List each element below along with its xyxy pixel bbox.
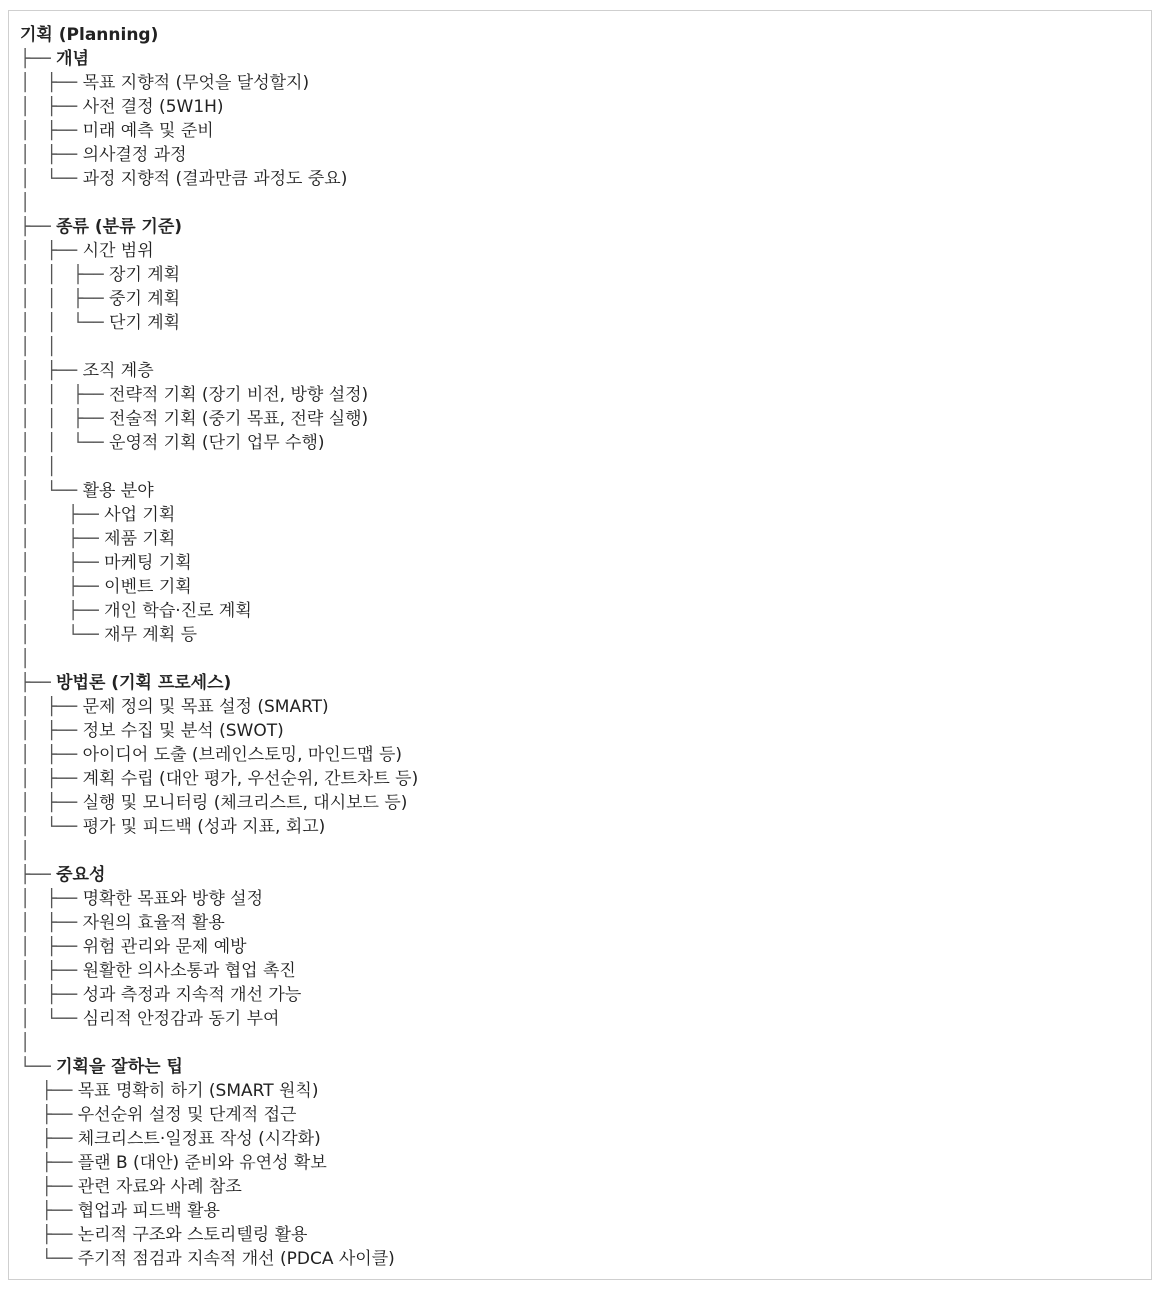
- item-label: 평가 및 피드백 (성과 지표, 회고): [82, 817, 326, 837]
- tree-item: [20, 1199, 418, 1223]
- item-label: 조직 계층: [82, 361, 154, 381]
- tree-item: [20, 599, 418, 623]
- tree-item: [20, 839, 418, 863]
- tree-branch-connector: │ ├──: [20, 961, 83, 981]
- tree-branch-connector: └──: [20, 1249, 78, 1269]
- item-label: 문제 정의 및 목표 설정 (SMART): [82, 697, 329, 717]
- tree-branch-connector: │ └──: [20, 817, 83, 837]
- tree-branch-connector: └──: [20, 1057, 57, 1077]
- tree-branch-connector: │ │ ├──: [20, 289, 110, 309]
- tree-item: [20, 71, 418, 95]
- tree-item: [20, 431, 418, 455]
- tree-item: [20, 95, 418, 119]
- tree-item: [20, 1079, 418, 1103]
- item-label: 실행 및 모니터링 (체크리스트, 대시보드 등): [82, 793, 408, 813]
- item-label: 재무 계획 등: [104, 625, 198, 645]
- tree-branch-connector: │ ├──: [20, 889, 83, 909]
- tree-branch-connector: │ │ ├──: [20, 409, 110, 429]
- tree-branch-connector: ├──: [20, 1201, 78, 1221]
- tree-branch-connector: │ └──: [20, 1009, 83, 1029]
- section-label: 종류 (분류 기준): [56, 217, 183, 237]
- item-label: 아이디어 도출 (브레인스토밍, 마인드맵 등): [82, 745, 403, 765]
- tree-item: [20, 791, 418, 815]
- tree-item: [20, 575, 418, 599]
- document-frame: [8, 10, 1152, 1280]
- tree-item: [20, 815, 418, 839]
- item-label: 개인 학습·진로 계획: [104, 601, 252, 621]
- tree-branch-connector: │ ├──: [20, 769, 83, 789]
- tree-section-heading: [20, 215, 418, 239]
- tree-branch-connector: ├──: [20, 1225, 78, 1245]
- tree-item: [20, 743, 418, 767]
- tree-branch-connector: │ │ └──: [20, 313, 110, 333]
- tree-item: [20, 1151, 418, 1175]
- tree-branch-connector: │ ├──: [20, 913, 83, 933]
- tree-section-heading: [20, 671, 418, 695]
- tree-branch-connector: │ │ ├──: [20, 265, 110, 285]
- tree-item: [20, 455, 418, 479]
- tree-branch-connector: ├──: [20, 217, 57, 237]
- tree-branch-connector: │ │ ├──: [20, 385, 110, 405]
- tree-branch-connector: │ │: [20, 337, 57, 357]
- item-label: 미래 예측 및 준비: [82, 121, 214, 141]
- tree-branch-connector: │ └──: [20, 169, 83, 189]
- tree-item: [20, 1247, 418, 1271]
- tree-branch-connector: │ ├──: [20, 97, 83, 117]
- tree-branch-connector: │ ├──: [20, 553, 105, 573]
- tree-branch-connector: │ └──: [20, 625, 105, 645]
- item-label: 목표 명확히 하기 (SMART 원칙): [77, 1081, 319, 1101]
- tree-item: [20, 239, 418, 263]
- item-label: 심리적 안정감과 동기 부여: [82, 1009, 280, 1029]
- tree-branch-connector: ├──: [20, 865, 57, 885]
- tree-item: [20, 479, 418, 503]
- item-label: 논리적 구조와 스토리텔링 활용: [77, 1225, 308, 1245]
- item-label: 장기 계획: [109, 265, 181, 285]
- tree-item: [20, 1223, 418, 1247]
- tree-branch-connector: │ │: [20, 457, 57, 477]
- item-label: 성과 측정과 지속적 개선 가능: [82, 985, 302, 1005]
- tree-item: [20, 695, 418, 719]
- tree-branch-connector: ├──: [20, 1081, 78, 1101]
- tree-item: [20, 911, 418, 935]
- item-label: 이벤트 기획: [104, 577, 192, 597]
- item-label: 원활한 의사소통과 협업 촉진: [82, 961, 296, 981]
- item-label: 정보 수집 및 분석 (SWOT): [82, 721, 284, 741]
- item-label: 마케팅 기획: [104, 553, 192, 573]
- section-label: 방법론 (기획 프로세스): [56, 673, 232, 693]
- tree-item: [20, 263, 418, 287]
- tree-branch-connector: │ ├──: [20, 577, 105, 597]
- tree-branch-connector: ├──: [20, 1129, 78, 1149]
- item-label: 주기적 점검과 지속적 개선 (PDCA 사이클): [77, 1249, 395, 1269]
- item-label: 시간 범위: [82, 241, 154, 261]
- tree-branch-connector: │ ├──: [20, 241, 83, 261]
- tree-branch-connector: │ ├──: [20, 601, 105, 621]
- item-label: 전술적 기획 (중기 목표, 전략 실행): [109, 409, 369, 429]
- tree-branch-connector: │: [20, 841, 31, 861]
- tree-branch-connector: │ ├──: [20, 937, 83, 957]
- item-label: 체크리스트·일정표 작성 (시각화): [77, 1129, 321, 1149]
- tree-branch-connector: │ ├──: [20, 985, 83, 1005]
- item-label: 운영적 기획 (단기 업무 수행): [109, 433, 325, 453]
- tree-item: [20, 887, 418, 911]
- tree-branch-connector: ├──: [20, 1177, 78, 1197]
- tree-branch-connector: ├──: [20, 49, 57, 69]
- tree-item: [20, 623, 418, 647]
- tree-branch-connector: ├──: [20, 673, 57, 693]
- tree-section-heading: [20, 863, 418, 887]
- tree-branch-connector: │: [20, 193, 31, 213]
- tree-item: [20, 935, 418, 959]
- tree-branch-connector: │ ├──: [20, 793, 83, 813]
- tree-item: [20, 143, 418, 167]
- item-label: 플랜 B (대안) 준비와 유연성 확보: [77, 1153, 327, 1173]
- tree-item: [20, 335, 418, 359]
- item-label: 단기 계획: [109, 313, 181, 333]
- tree-item: [20, 407, 418, 431]
- tree-section-heading: [20, 23, 418, 47]
- tree-branch-connector: │ ├──: [20, 721, 83, 741]
- tree-branch-connector: │ ├──: [20, 121, 83, 141]
- tree-item: [20, 1127, 418, 1151]
- item-label: 자원의 효율적 활용: [82, 913, 225, 933]
- tree-item: [20, 1103, 418, 1127]
- item-label: 전략적 기획 (장기 비전, 방향 설정): [109, 385, 369, 405]
- tree-branch-connector: │ │ └──: [20, 433, 110, 453]
- planning-tree: [20, 23, 418, 1271]
- item-label: 제품 기획: [104, 529, 176, 549]
- item-label: 계획 수립 (대안 평가, 우선순위, 간트차트 등): [82, 769, 419, 789]
- item-label: 우선순위 설정 및 단계적 접근: [77, 1105, 297, 1125]
- tree-item: [20, 503, 418, 527]
- tree-item: [20, 167, 418, 191]
- tree-item: [20, 119, 418, 143]
- tree-section-heading: [20, 47, 418, 71]
- tree-item: [20, 1031, 418, 1055]
- tree-branch-connector: ├──: [20, 1153, 78, 1173]
- item-label: 과정 지향적 (결과만큼 과정도 중요): [82, 169, 348, 189]
- tree-section-heading: [20, 1055, 418, 1079]
- item-label: 사전 결정 (5W1H): [82, 97, 224, 117]
- tree-branch-connector: │: [20, 649, 31, 669]
- tree-item: [20, 359, 418, 383]
- tree-item: [20, 383, 418, 407]
- tree-item: [20, 1175, 418, 1199]
- tree-item: [20, 527, 418, 551]
- tree-branch-connector: │: [20, 1033, 31, 1053]
- item-label: 중기 계획: [109, 289, 181, 309]
- tree-branch-connector: │ ├──: [20, 529, 105, 549]
- tree-branch-connector: │ ├──: [20, 361, 83, 381]
- item-label: 사업 기획: [104, 505, 176, 525]
- item-label: 의사결정 과정: [82, 145, 187, 165]
- tree-item: [20, 719, 418, 743]
- tree-branch-connector: │ ├──: [20, 73, 83, 93]
- tree-branch-connector: │ ├──: [20, 745, 83, 765]
- tree-item: [20, 191, 418, 215]
- section-label: 개념: [56, 49, 89, 69]
- tree-item: [20, 287, 418, 311]
- item-label: 협업과 피드백 활용: [77, 1201, 220, 1221]
- tree-item: [20, 959, 418, 983]
- tree-branch-connector: │ ├──: [20, 505, 105, 525]
- tree-item: [20, 551, 418, 575]
- section-label: 중요성: [56, 865, 106, 885]
- tree-branch-connector: │ └──: [20, 481, 83, 501]
- item-label: 관련 자료와 사례 참조: [77, 1177, 242, 1197]
- tree-item: [20, 311, 418, 335]
- item-label: 활용 분야: [82, 481, 154, 501]
- tree-item: [20, 983, 418, 1007]
- section-label: 기획 (Planning): [20, 25, 159, 45]
- item-label: 목표 지향적 (무엇을 달성할지): [82, 73, 310, 93]
- tree-item: [20, 647, 418, 671]
- section-label: 기획을 잘하는 팁: [56, 1057, 183, 1077]
- tree-item: [20, 767, 418, 791]
- tree-branch-connector: │ ├──: [20, 697, 83, 717]
- item-label: 위험 관리와 문제 예방: [82, 937, 247, 957]
- tree-branch-connector: │ ├──: [20, 145, 83, 165]
- tree-item: [20, 1007, 418, 1031]
- tree-branch-connector: ├──: [20, 1105, 78, 1125]
- item-label: 명확한 목표와 방향 설정: [82, 889, 263, 909]
